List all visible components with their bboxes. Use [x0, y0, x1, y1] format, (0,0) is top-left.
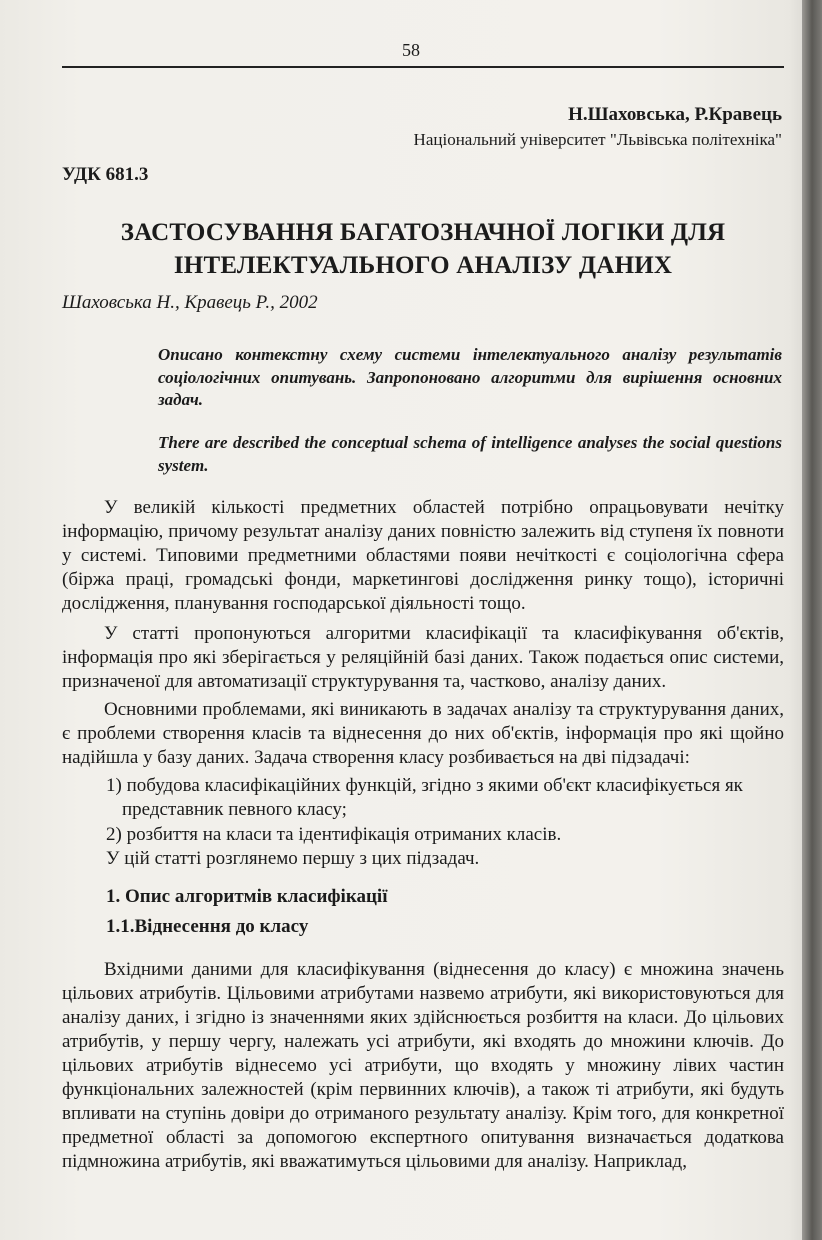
section-heading: 1. Опис алгоритмів класифікації — [106, 886, 388, 907]
page-number: 58 — [402, 40, 420, 60]
list-item-1: 1) побудова класифікаційних функцій, згідно з якими об'єкт класифікується як представник певного класу; — [106, 775, 743, 820]
paragraph-algorithms: У статті пропонуються алгоритми класифікації та класифікування об'єктів, інформація про які зберігається у реляційній базі даних. Також подається опис системи, призначеної для автоматизації структурування та, частково, аналізу даних. — [62, 623, 784, 692]
subsection-heading: 1.1.Віднесення до класу — [106, 916, 309, 937]
abstract-ukrainian: Описано контекстну схему системи інтелектуального аналізу результатів соціологічних опитувань. Запропоновано алгоритми для вирішення основних задач. — [158, 345, 782, 409]
udk-code: УДК 681.3 — [62, 164, 149, 185]
abstract-english: There are described the conceptual schema of intelligence analyses the social questions system. — [158, 433, 782, 475]
page-edge-shadow — [802, 0, 822, 1240]
authors: Н.Шаховська, Р.Кравець — [568, 104, 782, 125]
affiliation: Національний університет "Львівська політехніка" — [413, 130, 782, 149]
header-rule — [62, 66, 784, 68]
citation: Шаховська Н., Кравець Р., 2002 — [62, 292, 318, 313]
paragraph-input-data: Вхідними даними для класифікування (віднесення до класу) є множина значень цільових атрибутів. Цільовими атрибутами назвемо атрибути, які використовуються для аналізу даних, і згідно із значеннями яких здійснюється розбиття на класи. До цільових атрибутів, у першу чергу, належать усі атрибути, які входять до множини ключів. До цільових атрибутів віднесемо усі атрибути, що входять у множину лівих частин функціональних залежностей (крім первинних ключів), а також ті атрибути, які будуть впливати на ступінь довіри до отриманого результату аналізу. Крім того, для конкретної предметної області за допомогою експертного опитування визначається додаткова підмножина атрибутів, які вважатимуться цільовими для аналізу. Наприклад, — [62, 959, 784, 1172]
title-line-2: ІНТЕЛЕКТУАЛЬНОГО АНАЛІЗУ ДАНИХ — [173, 252, 673, 279]
paragraph-scope: У цій статті розглянемо першу з цих підзадач. — [106, 848, 480, 869]
paragraph-intro: У великій кількості предметних областей потрібно опрацьовувати нечітку інформацію, причому результат аналізу даних повністю залежить від ступеня їх повноти у системі. Типовими предметними областями появи нечіткості є соціологічна сфера (біржа праці, громадські фонди, маркетингові дослідження ринку тощо), історичні дослідження, планування господарської діяльності тощо. — [62, 497, 784, 614]
title-line-1: ЗАСТОСУВАННЯ БАГАТОЗНАЧНОЇ ЛОГІКИ ДЛЯ — [120, 219, 726, 246]
list-item-2: 2) розбиття на класи та ідентифікація отриманих класів. — [106, 824, 562, 845]
article-title — [62, 216, 784, 282]
paragraph-problems: Основними проблемами, які виникають в задачах аналізу та структурування даних, є проблеми створення класів та віднесення до них об'єктів, інформація про які щойно надійшла у базу даних. Задача створення класу розбивається на дві підзадачі: — [62, 699, 784, 768]
